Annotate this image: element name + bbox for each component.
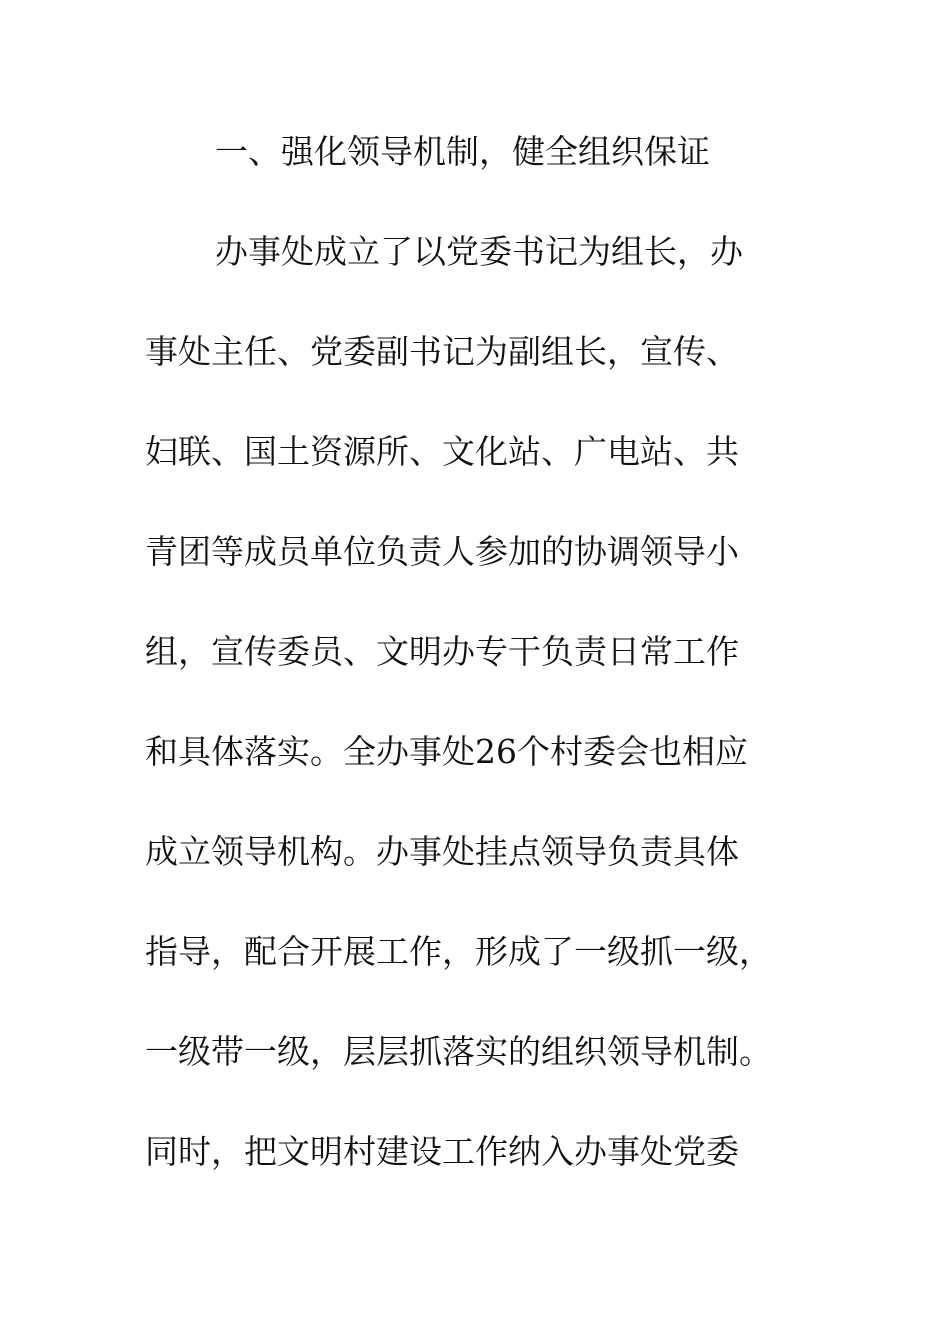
paragraph-line: 组，宣传委员、文明办专干负责日常工作 <box>145 632 739 671</box>
paragraph-line: 和具体落实。全办事处26个村委会也相应 <box>145 732 748 771</box>
paragraph-line: 一级带一级，层层抓落实的组织领导机制。 <box>145 1032 772 1071</box>
paragraph-line: 办事处成立了以党委书记为组长，办 <box>215 232 743 271</box>
paragraph-line: 指导，配合开展工作，形成了一级抓一级， <box>145 932 772 971</box>
paragraph-line: 同时，把文明村建设工作纳入办事处党委 <box>145 1132 739 1171</box>
paragraph-line: 青团等成员单位负责人参加的协调领导小 <box>145 532 739 571</box>
paragraph-line: 成立领导机构。办事处挂点领导负责具体 <box>145 832 739 871</box>
paragraph-line: 事处主任、党委副书记为副组长，宣传、 <box>145 332 739 371</box>
paragraph-line: 妇联、国土资源所、文化站、广电站、共 <box>145 432 739 471</box>
section-heading: 一、强化领导机制，健全组织保证 <box>215 132 710 171</box>
